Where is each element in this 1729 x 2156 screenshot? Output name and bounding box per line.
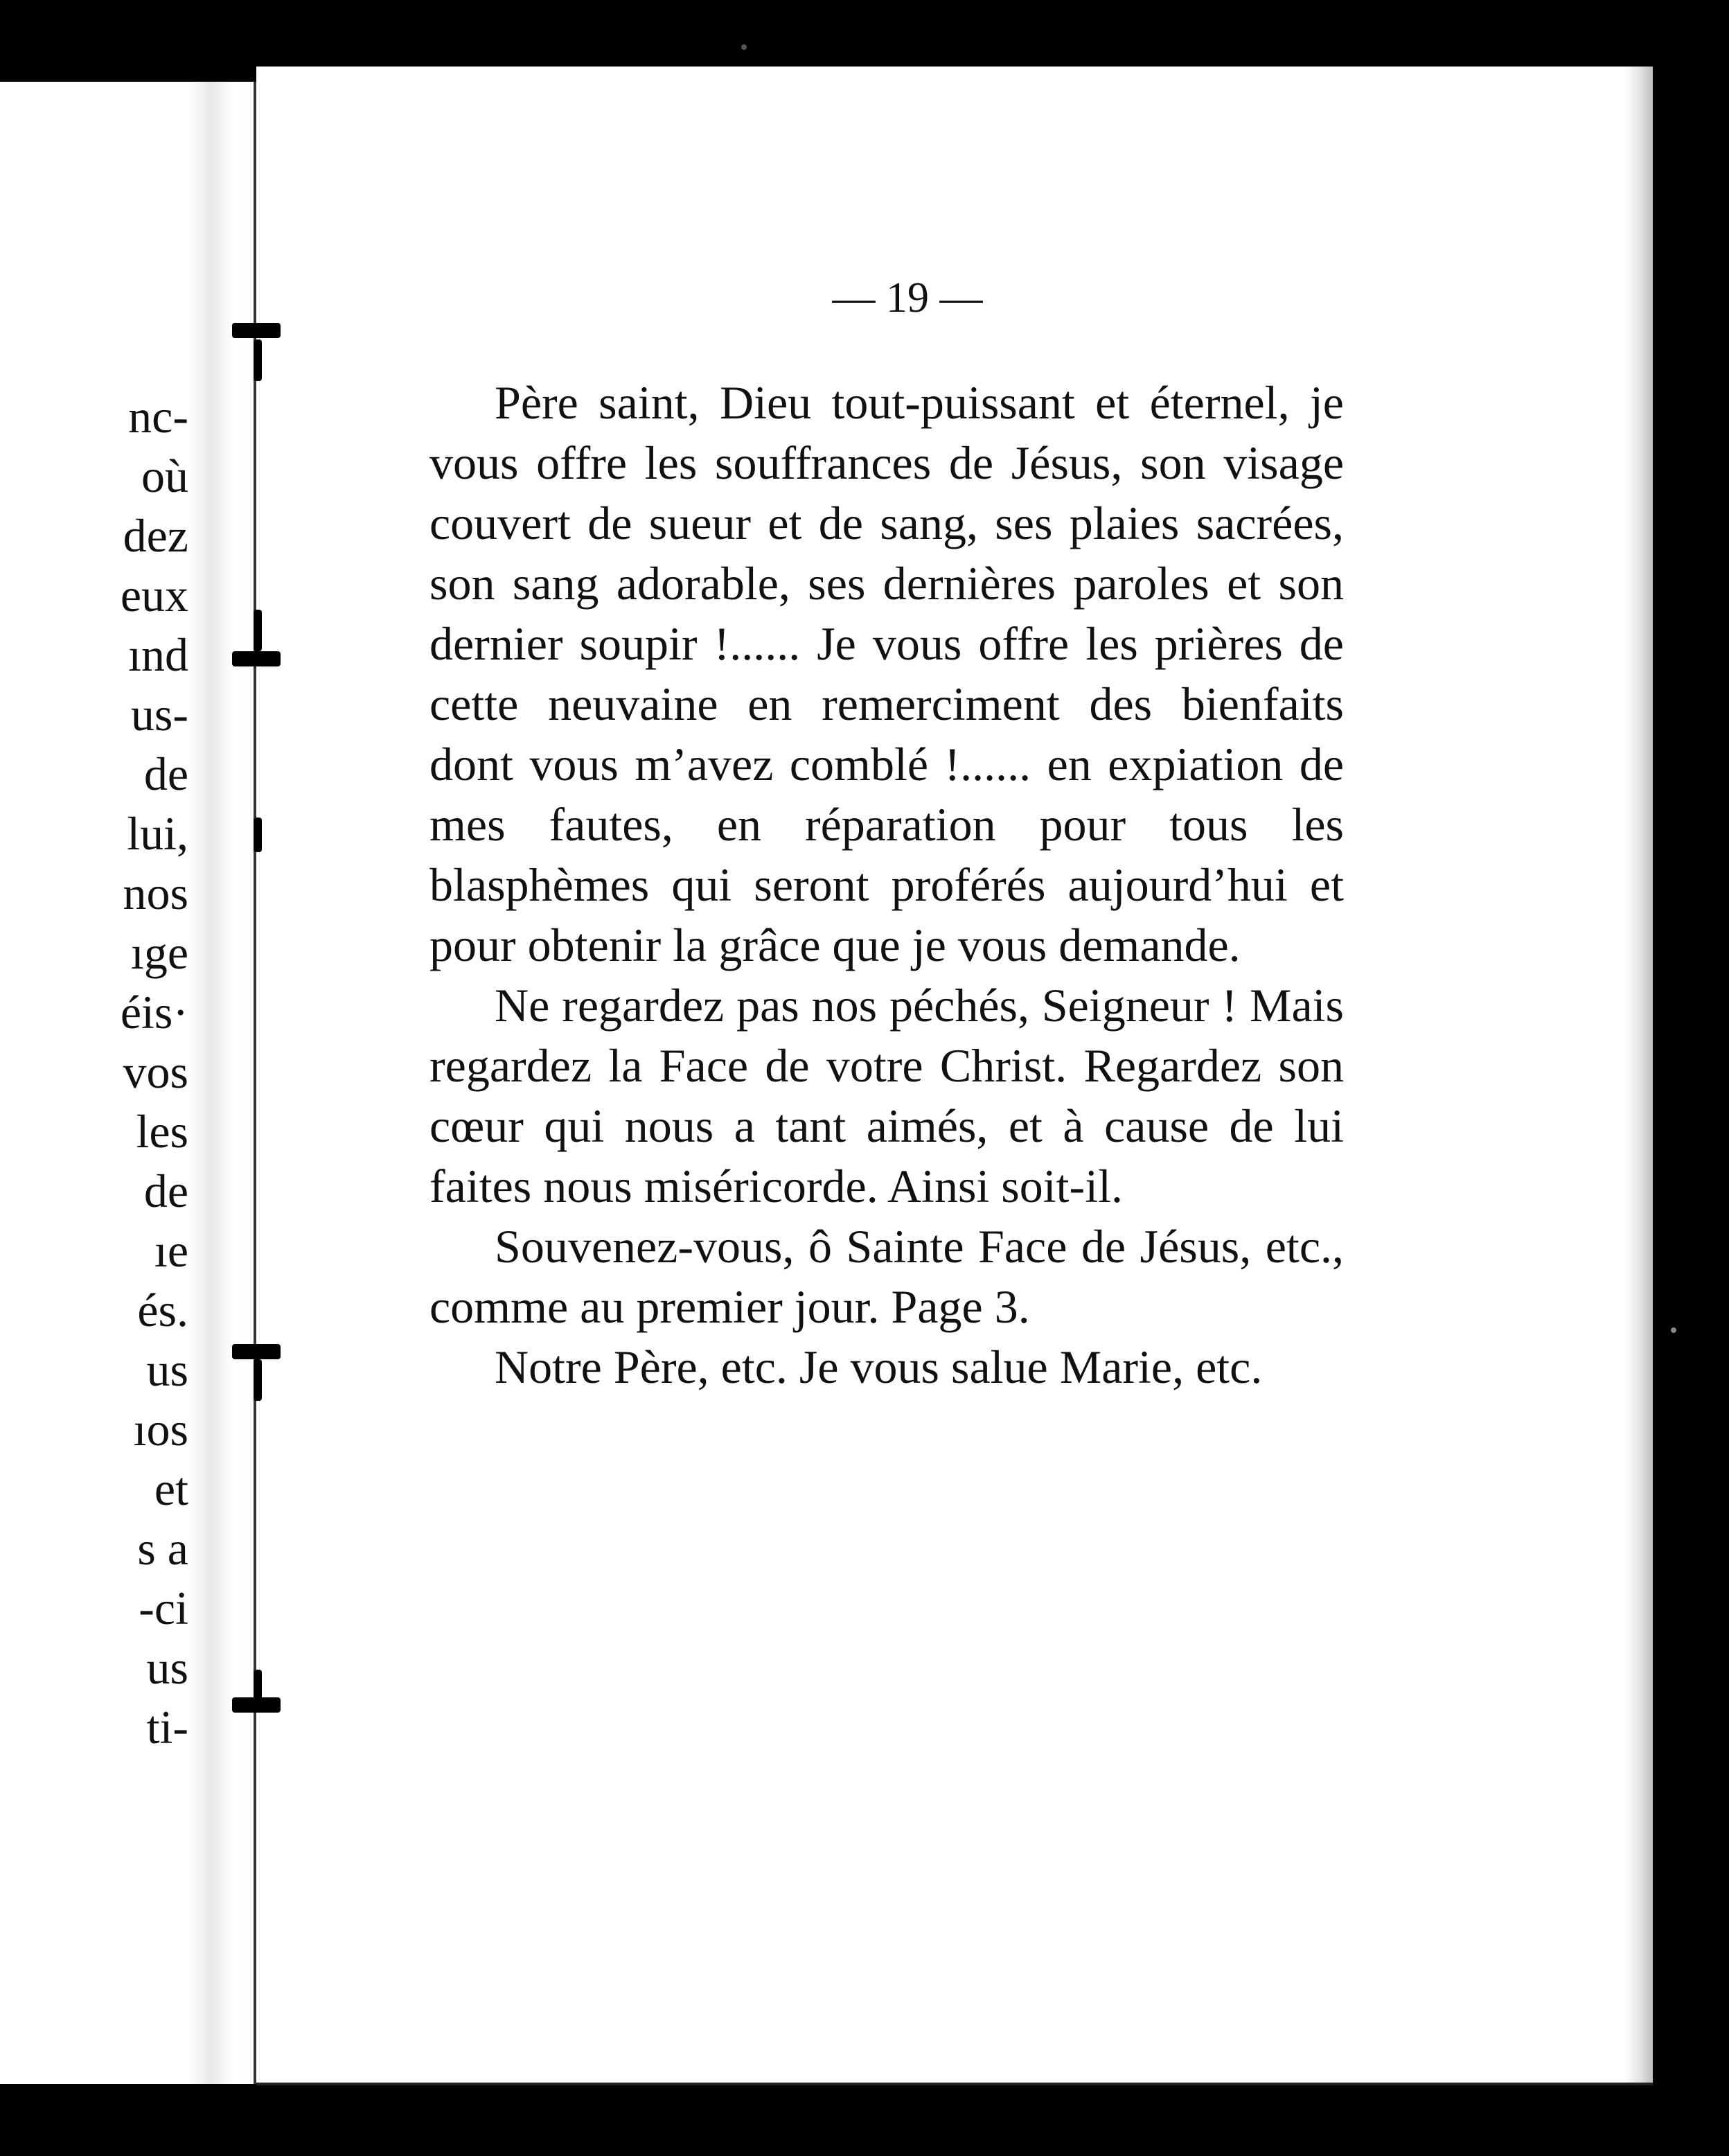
page-edge-shadow <box>1625 67 1653 2083</box>
left-fragment-line: us- <box>130 688 188 741</box>
left-fragment-line: nc- <box>128 390 188 443</box>
left-fragment-line: ıos <box>133 1403 188 1456</box>
dust-speck <box>1671 1327 1676 1333</box>
left-fragment-line: nos <box>123 867 188 919</box>
left-fragment-line: -ci <box>139 1582 188 1634</box>
page-number: — 19 — <box>832 274 983 321</box>
page-body <box>429 373 1344 1397</box>
stitch-mark <box>254 610 262 651</box>
left-fragment-line: vos <box>123 1045 188 1098</box>
left-fragment-line: dez <box>123 509 188 562</box>
left-fragment-line: ıge <box>130 926 188 979</box>
left-fragment-line: les <box>136 1105 188 1158</box>
left-fragment-line: ıe <box>154 1224 188 1277</box>
stitch-mark <box>254 1359 262 1401</box>
book-gutter <box>188 82 263 2084</box>
paragraph: Père saint, Dieu tout-puissant et éternel, je vous offre les souffrances de Jésus, son visage couvert de sueur et de sang, ses plaies sacrées, son sang adorable, ses dernières paroles et son dernier soupir !...... Je vous offre les prières de cette neuvaine en remerciment des bienfaits dont vous m’avez comblé !...... en expiation de mes fautes, en réparation pour tous les blasphèmes qui seront proférés aujourd’hui et pour obtenir la grâce que je vous demande. <box>429 376 1344 971</box>
left-fragment-line: us <box>146 1343 188 1396</box>
stitch-mark <box>232 1344 281 1359</box>
left-fragment-line: s a <box>137 1522 188 1575</box>
stitch-mark <box>254 1670 262 1711</box>
left-fragment-line: us <box>146 1641 188 1694</box>
left-fragment-line: és. <box>137 1284 188 1336</box>
stitch-mark <box>232 651 281 666</box>
dust-speck <box>741 44 747 50</box>
stitch-mark <box>232 323 281 338</box>
left-fragment-line: éis· <box>120 986 188 1039</box>
left-fragment-line: et <box>154 1463 188 1515</box>
left-fragment-line: ınd <box>128 628 188 681</box>
previous-page-fragment <box>0 82 201 2084</box>
left-fragment-line: ti- <box>146 1701 188 1753</box>
left-fragment-line: où <box>141 450 188 502</box>
stitch-mark <box>254 818 262 852</box>
paragraph: Notre Père, etc. Je vous salue Marie, etc. <box>495 1341 1263 1393</box>
left-fragment-line: lui, <box>127 807 188 860</box>
paragraph: Ne regardez pas nos péchés, Seigneur ! Mais regardez la Face de votre Christ. Regardez son cœur qui nous a tant aimés, et à cause de lui faites nous miséricorde. Ainsi soit-il. <box>429 979 1344 1212</box>
paragraph: Souvenez-vous, ô Sainte Face de Jésus, etc., comme au premier jour. Page 3. <box>429 1220 1344 1333</box>
left-fragment-line: eux <box>120 569 188 621</box>
left-fragment-line: de <box>143 748 188 800</box>
stitch-mark <box>254 339 262 381</box>
left-fragment-line: de <box>143 1165 188 1217</box>
